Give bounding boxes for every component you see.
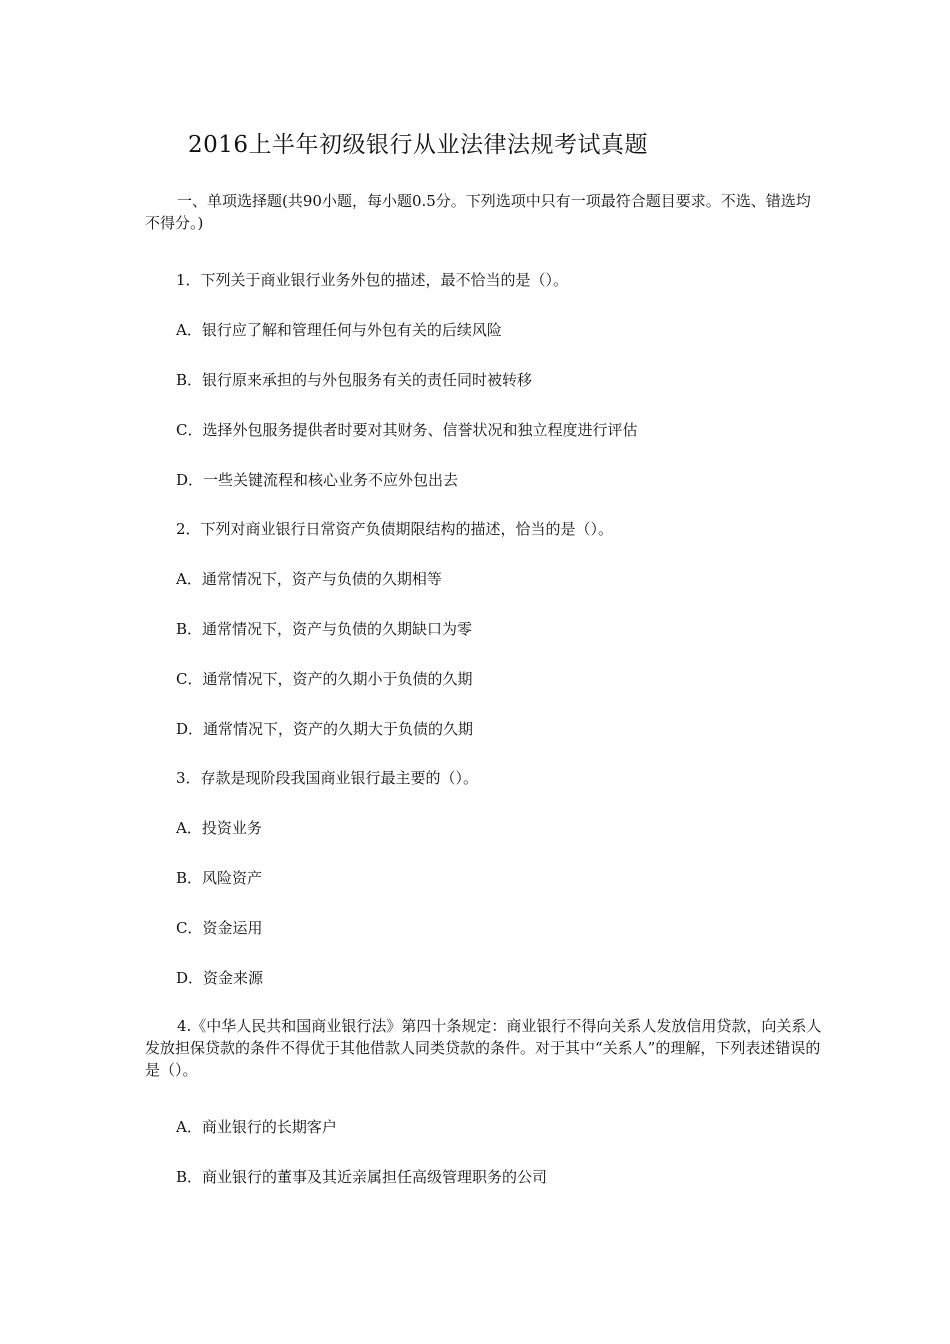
- question-1-option-d: D．一些关键流程和核心业务不应外包出去: [176, 471, 459, 489]
- document-title: 2016上半年初级银行从业法律法规考试真题: [188, 132, 649, 158]
- question-4-stem: 4.《中华人民共和国商业银行法》第四十条规定：商业银行不得向关系人发放信用贷款，向关系人发放担保贷款的条件不得优于其他借款人同类贷款的条件。对于其中“关系人”的理解，下列表述错误的是（）。: [145, 1017, 822, 1079]
- question-1-option-a: A．银行应了解和管理任何与外包有关的后续风险: [176, 321, 502, 339]
- question-1-option-b: B．银行原来承担的与外包服务有关的责任同时被转移: [176, 371, 533, 389]
- question-2-option-b: B．通常情况下，资产与负债的久期缺口为零: [176, 620, 473, 638]
- question-4-option-a: A．商业银行的长期客户: [176, 1118, 337, 1136]
- question-3-stem: 3．存款是现阶段我国商业银行最主要的（）。: [176, 769, 479, 787]
- section-intro: 一、单项选择题(共90小题，每小题0.5分。下列选项中只有一项最符合题目要求。不选、错选均不得分。): [145, 192, 811, 232]
- question-2-option-a: A．通常情况下，资产与负债的久期相等: [176, 570, 442, 588]
- question-2-stem: 2．下列对商业银行日常资产负债期限结构的描述，恰当的是（）。: [176, 520, 614, 538]
- question-1-stem: 1．下列关于商业银行业务外包的描述，最不恰当的是（）。: [176, 271, 569, 289]
- question-4-option-b: B．商业银行的董事及其近亲属担任高级管理职务的公司: [176, 1168, 548, 1186]
- question-3-option-d: D．资金来源: [176, 969, 264, 987]
- question-2-option-c: C．通常情况下，资产的久期小于负债的久期: [176, 670, 473, 688]
- question-3-option-c: C．资金运用: [176, 919, 263, 937]
- question-2-option-d: D．通常情况下，资产的久期大于负债的久期: [176, 720, 474, 738]
- question-3-option-a: A．投资业务: [176, 819, 262, 837]
- question-3-option-b: B．风险资产: [176, 869, 263, 887]
- question-1-option-c: C．选择外包服务提供者时要对其财务、信誉状况和独立程度进行评估: [176, 421, 638, 439]
